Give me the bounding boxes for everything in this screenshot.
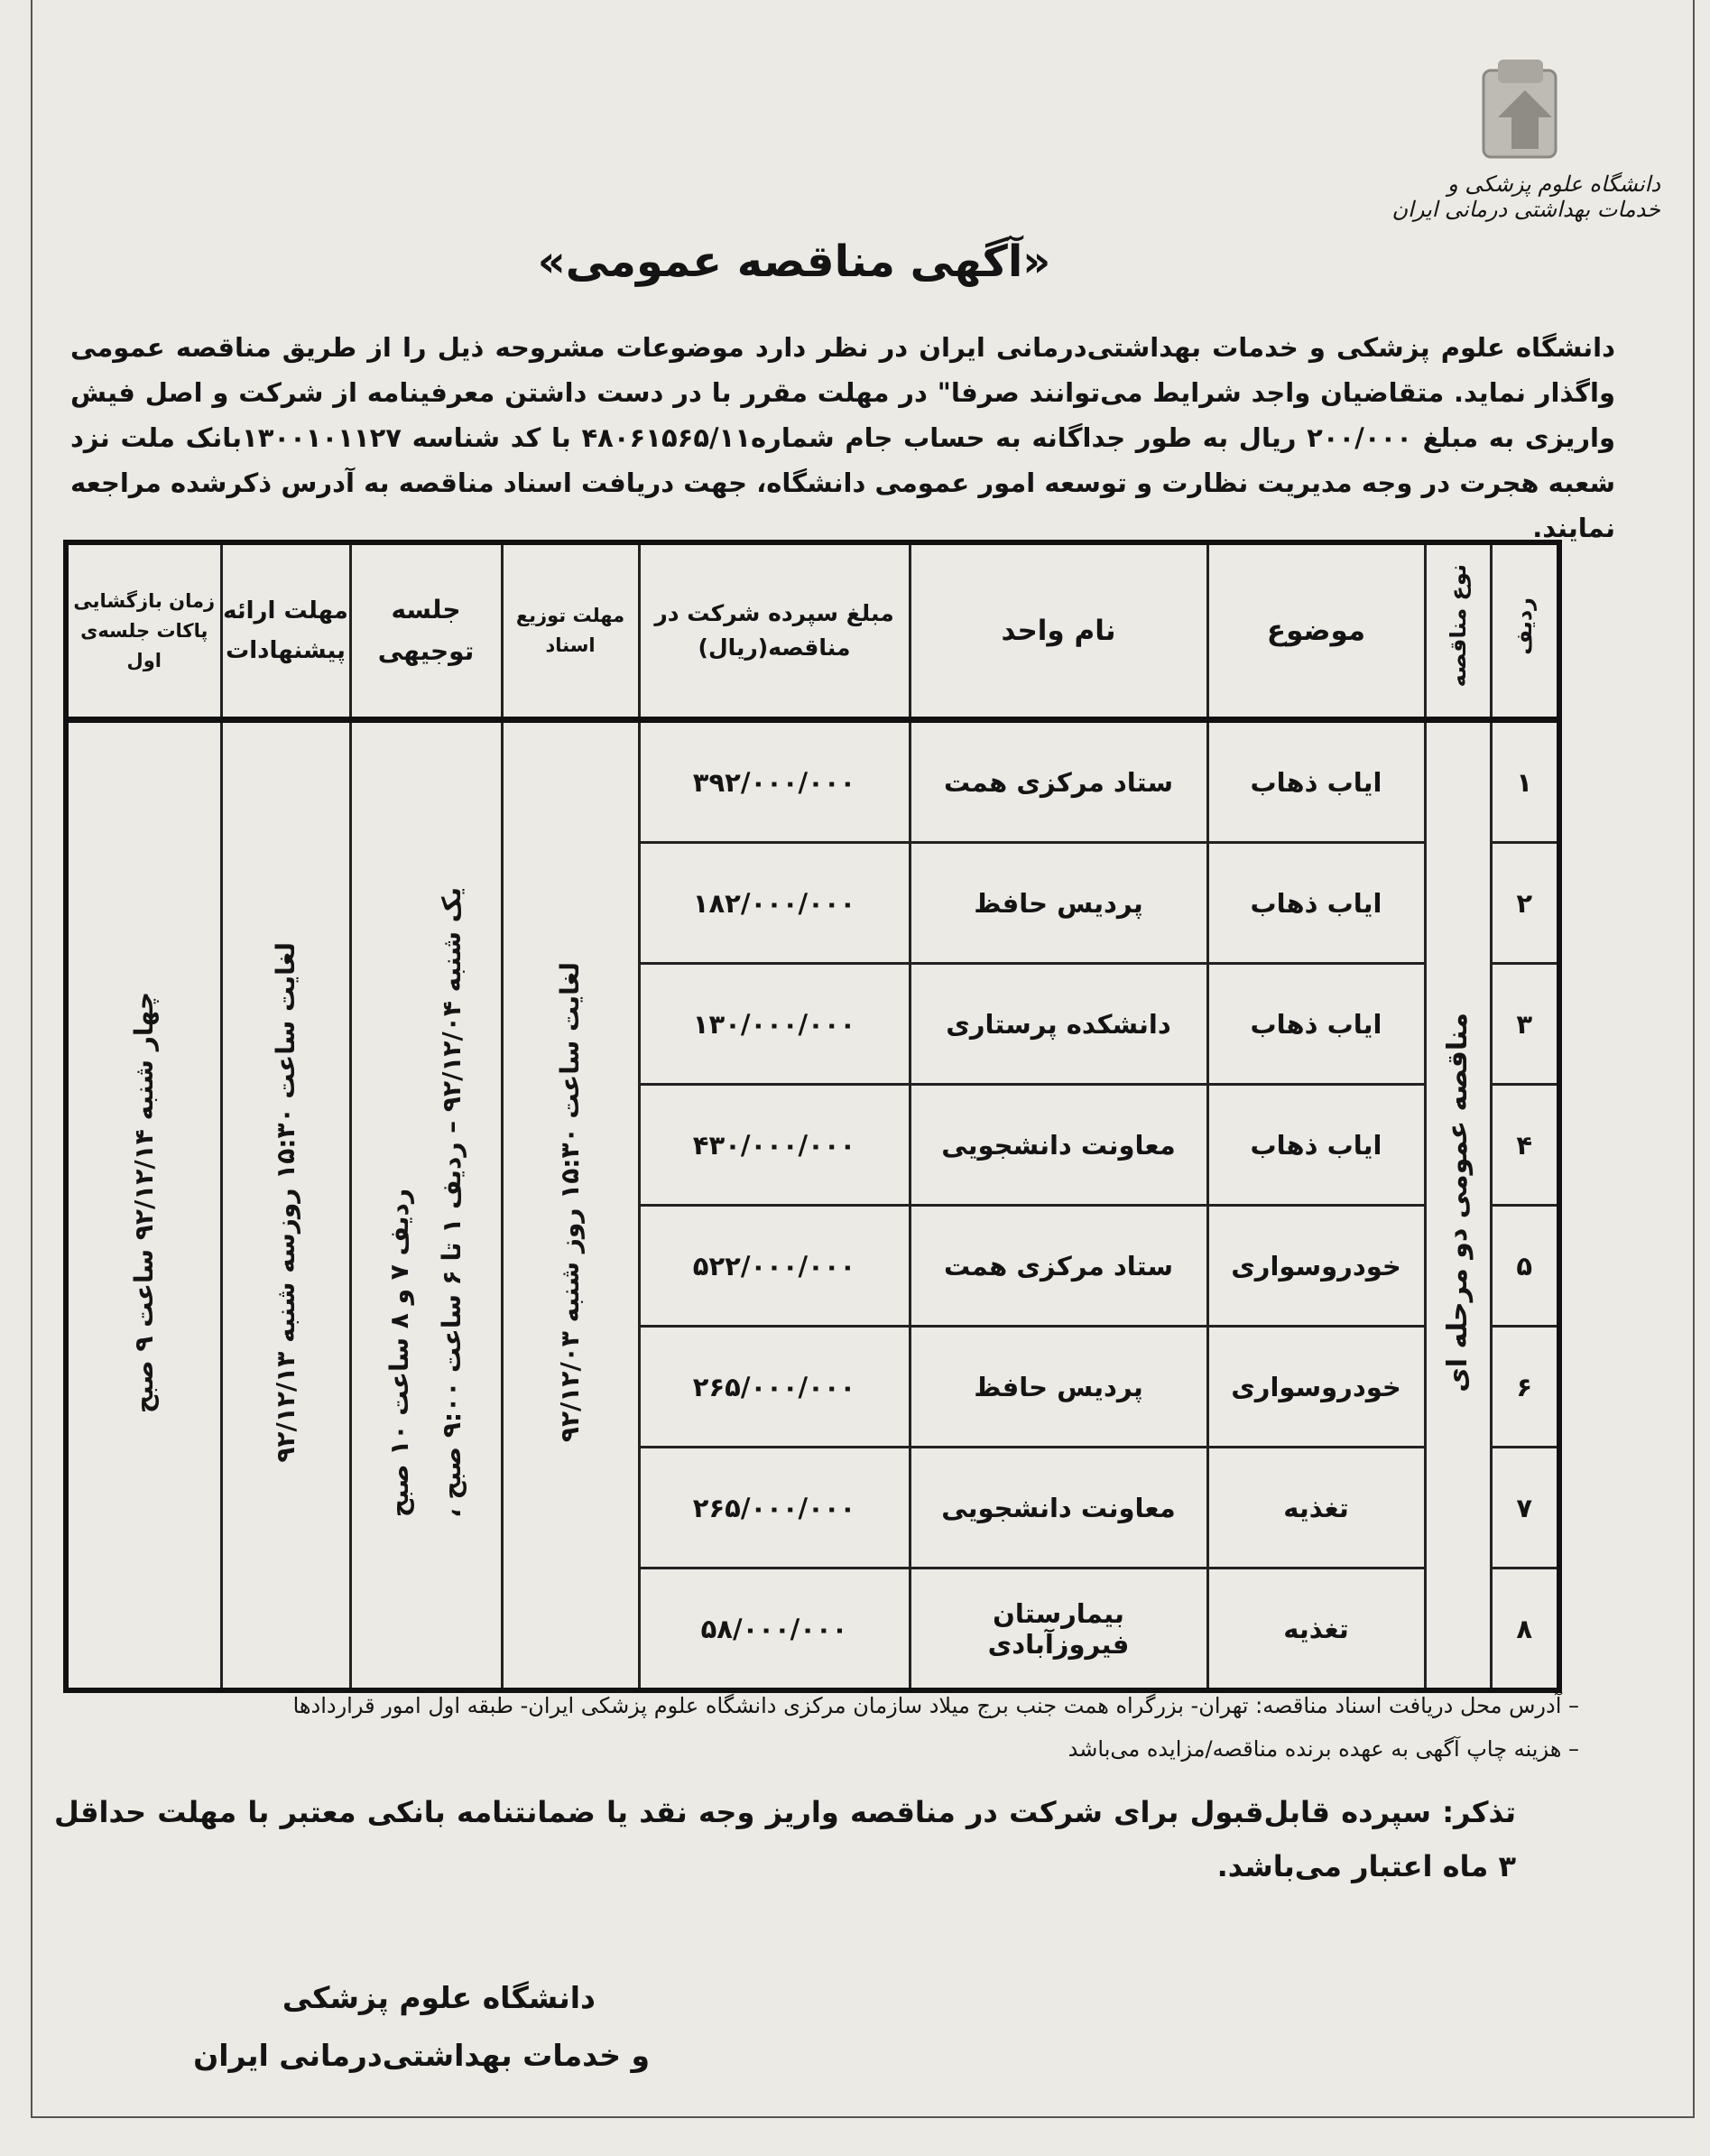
opening-time-cell: چهار شنبه ۹۲/۱۲/۱۴ ساعت ۹ صبح bbox=[66, 720, 221, 1691]
header-tender-type: نوع مناقصه bbox=[1425, 542, 1491, 720]
row-number: ۱ bbox=[1491, 720, 1559, 843]
subject-cell: ایاب ذهاب bbox=[1207, 964, 1425, 1085]
briefing-line-1: یک شنبه ۹۲/۱۲/۰۴ – ردیف ۱ تا ۶ ساعت ۹:۰۰ صبح ، bbox=[437, 886, 467, 1518]
page-title: «آگهی مناقصه عمومی» bbox=[537, 236, 1051, 287]
unit-cell: پردیس حافظ bbox=[910, 843, 1207, 964]
note-ad-cost: – هزینه چاپ آگهی به عهده برنده مناقصه/مزایده می‌باشد bbox=[1068, 1736, 1579, 1762]
row-number: ۷ bbox=[1491, 1448, 1559, 1568]
row-number: ۶ bbox=[1491, 1327, 1559, 1448]
reminder-text: تذکر: سپرده قابل‌قبول برای شرکت در مناقصه واریز وجه نقد یا ضمانتنامه بانکی معتبر با مهلت حداقل ۳ ماه اعتبار می‌باشد. bbox=[54, 1795, 1516, 1883]
subject-cell: تغذیه bbox=[1207, 1568, 1425, 1691]
subject-cell: ایاب ذهاب bbox=[1207, 1085, 1425, 1206]
unit-line-1: بیمارستان bbox=[993, 1597, 1124, 1629]
header-subject: موضوع bbox=[1207, 542, 1425, 720]
signature-block bbox=[180, 1969, 650, 2085]
header-deposit: مبلغ سپرده شرکت در مناقصه(ریال) bbox=[639, 542, 910, 720]
signature-line-1: دانشگاه علوم پزشکی bbox=[282, 1980, 596, 2015]
doc-deadline-cell: لغایت ساعت ۱۵:۳۰ روز شنبه ۹۲/۱۲/۰۳ bbox=[502, 720, 639, 1691]
row-number: ۲ bbox=[1491, 843, 1559, 964]
unit-cell: ستاد مرکزی همت bbox=[910, 1206, 1207, 1327]
unit-line-2: فیروزآبادی bbox=[987, 1628, 1130, 1660]
logo-text: دانشگاه علوم پزشکی و خدمات بهداشتی درمانی ایران bbox=[1391, 171, 1660, 222]
intro-paragraph: دانشگاه علوم پزشکی و خدمات بهداشتی‌درمانی ایران در نظر دارد موضوعات مشروحه ذیل را از طریق مناقصه عمومی واگذار نماید. متقاضیان واجد شرایط می‌توانند صرفا" در مهلت مقرر با در دست داشتن معرفینامه از شرکت و اصل فیش واریزی به مبلغ ۲۰۰/۰۰۰ ریال به طور جداگانه به حساب جام شماره۴۸۰۶۱۵۶۵/۱۱ با کد شناسه ۱۳۰۰۱۰۱۱۲۷بانک ملت نزد شعبه هجرت در وجه مدیریت نظارت و توسعه امور عمومی دانشگاه، جهت دریافت اسناد مناقصه به آدرس ذکرشده مراجعه نمایند. bbox=[70, 332, 1616, 543]
unit-cell bbox=[910, 1568, 1207, 1691]
note-address: – آدرس محل دریافت اسناد مناقصه: تهران- بزرگراه همت جنب برج میلاد سازمان مرکزی دانشگاه علوم پزشکی ایران- طبقه اول امور قراردادها bbox=[292, 1693, 1579, 1718]
notes bbox=[72, 1684, 1579, 1771]
signature-line-2: و خدمات بهداشتی‌درمانی ایران bbox=[193, 2038, 650, 2073]
row-number: ۵ bbox=[1491, 1206, 1559, 1327]
deposit-cell: ۵۲۲/۰۰۰/۰۰۰ bbox=[639, 1206, 910, 1327]
subject-cell: ایاب ذهاب bbox=[1207, 720, 1425, 843]
row-number: ۴ bbox=[1491, 1085, 1559, 1206]
header-row-number: ردیف bbox=[1491, 542, 1559, 720]
unit-cell: معاونت دانشجویی bbox=[910, 1085, 1207, 1206]
briefing-line-2: ردیف ۷ و ۸ ساعت ۱۰ صبح bbox=[384, 1189, 414, 1518]
tender-table bbox=[63, 540, 1562, 1693]
deposit-cell: ۵۸/۰۰۰/۰۰۰ bbox=[639, 1568, 910, 1691]
tender-type-cell: مناقصه عمومی دو مرحله ای bbox=[1425, 720, 1491, 1691]
table-row bbox=[66, 720, 1559, 843]
unit-cell: پردیس حافظ bbox=[910, 1327, 1207, 1448]
header-opening-time: زمان بازگشایی پاکات جلسه‌ی اول bbox=[66, 542, 221, 720]
subject-cell: ایاب ذهاب bbox=[1207, 843, 1425, 964]
header-briefing: جلسه توجیهی bbox=[350, 542, 502, 720]
briefing-cell bbox=[350, 720, 502, 1691]
subject-cell: خودروسواری bbox=[1207, 1206, 1425, 1327]
unit-cell: دانشکده پرستاری bbox=[910, 964, 1207, 1085]
header-proposal-deadline: مهلت ارائه پیشنهادات bbox=[221, 542, 350, 720]
deposit-cell: ۲۶۵/۰۰۰/۰۰۰ bbox=[639, 1448, 910, 1568]
table-header-row bbox=[66, 542, 1559, 720]
header-unit: نام واحد bbox=[910, 542, 1207, 720]
deposit-cell: ۱۳۰/۰۰۰/۰۰۰ bbox=[639, 964, 910, 1085]
subject-cell: خودروسواری bbox=[1207, 1327, 1425, 1448]
header-doc-deadline: مهلت توزیع اسناد bbox=[502, 542, 639, 720]
deposit-cell: ۲۶۵/۰۰۰/۰۰۰ bbox=[639, 1327, 910, 1448]
row-number: ۸ bbox=[1491, 1568, 1559, 1691]
unit-cell: ستاد مرکزی همت bbox=[910, 720, 1207, 843]
proposal-deadline-cell: لغایت ساعت ۱۵:۳۰ روزسه شنبه ۹۲/۱۲/۱۳ bbox=[221, 720, 350, 1691]
deposit-cell: ۴۳۰/۰۰۰/۰۰۰ bbox=[639, 1085, 910, 1206]
university-emblem-icon bbox=[1471, 54, 1579, 171]
subject-cell: تغذیه bbox=[1207, 1448, 1425, 1568]
row-number: ۳ bbox=[1491, 964, 1559, 1085]
unit-cell: معاونت دانشجویی bbox=[910, 1448, 1207, 1568]
deposit-cell: ۳۹۲/۰۰۰/۰۰۰ bbox=[639, 720, 910, 843]
deposit-cell: ۱۸۲/۰۰۰/۰۰۰ bbox=[639, 843, 910, 964]
